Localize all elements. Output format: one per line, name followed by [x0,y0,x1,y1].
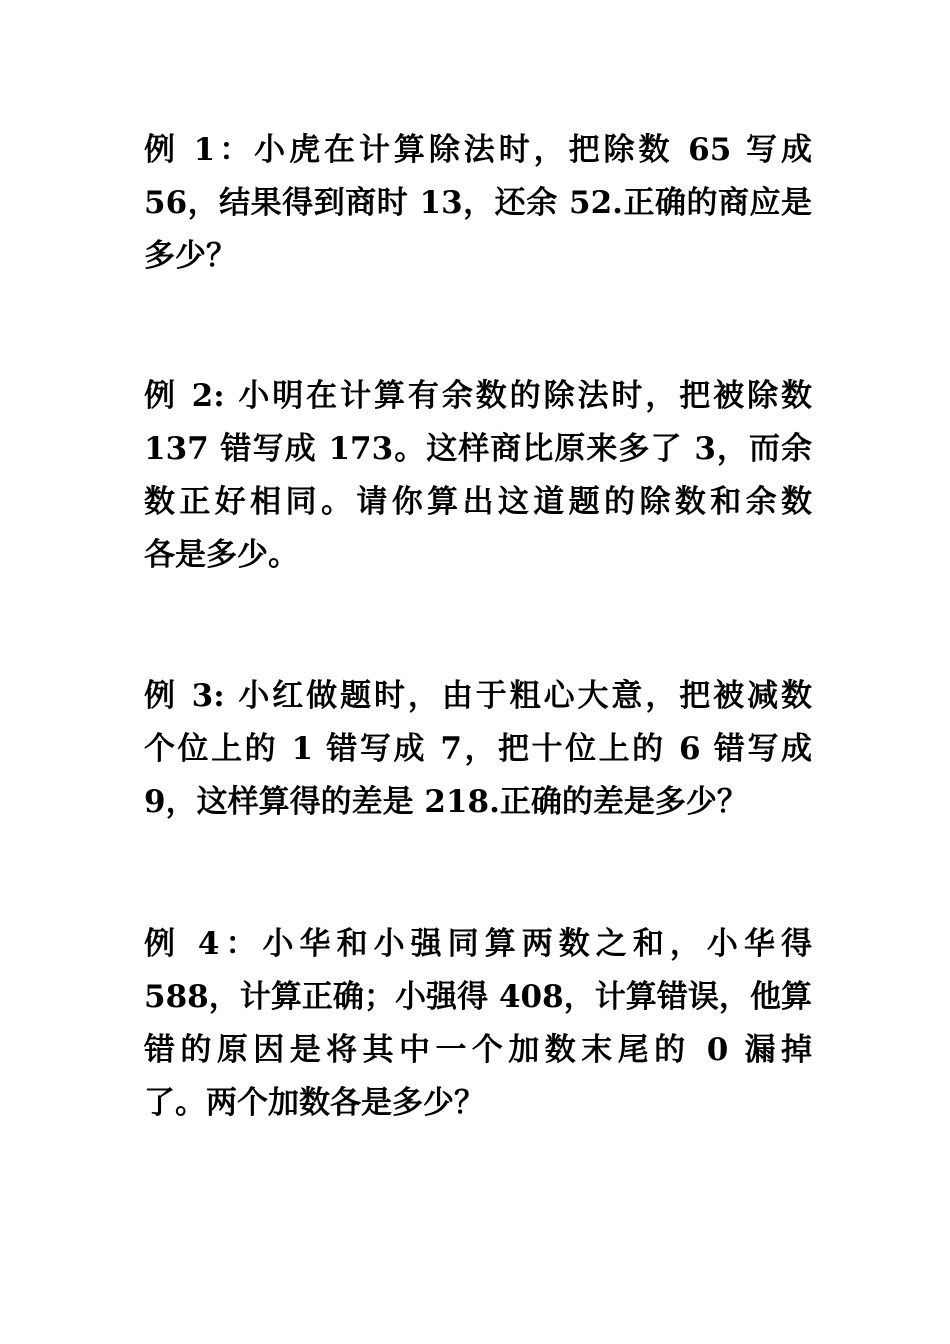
example-2-line-1: 例 2: 小明在计算有余数的除法时，把被除数 [144,378,812,414]
example-4-line-2: 588，计算正确；小强得 408，计算错误，他算 [144,979,812,1015]
example-4-line-3: 错的原因是将其中一个加数末尾的 0 漏掉 [144,1032,812,1068]
example-3-line-1: 例 3: 小红做题时，由于粗心大意，把被减数 [144,678,812,714]
example-1 [144,124,812,283]
example-4-line-1: 例 4：小华和小强同算两数之和，小华得 [144,926,812,962]
example-2-line-3: 数正好相同。请你算出这道题的除数和余数 [144,484,812,520]
example-2-line-4: 各是多少。 [144,537,299,573]
example-1-line-3: 多少？ [144,238,237,274]
example-1-line-1: 例 1：小虎在计算除法时，把除数 65 写成 [144,132,812,168]
example-3-line-3: 9，这样算得的差是 218.正确的差是多少？ [144,784,748,820]
example-3 [144,670,812,829]
example-2-line-2: 137 错写成 173。这样商比原来多了 3，而余 [144,431,812,467]
example-1-line-2: 56，结果得到商时 13，还余 52.正确的商应是 [144,185,812,221]
example-4 [144,918,812,1130]
example-4-line-4: 了。两个加数各是多少？ [144,1085,485,1121]
example-2 [144,370,812,582]
example-3-line-2: 个位上的 1 错写成 7，把十位上的 6 错写成 [144,731,812,767]
